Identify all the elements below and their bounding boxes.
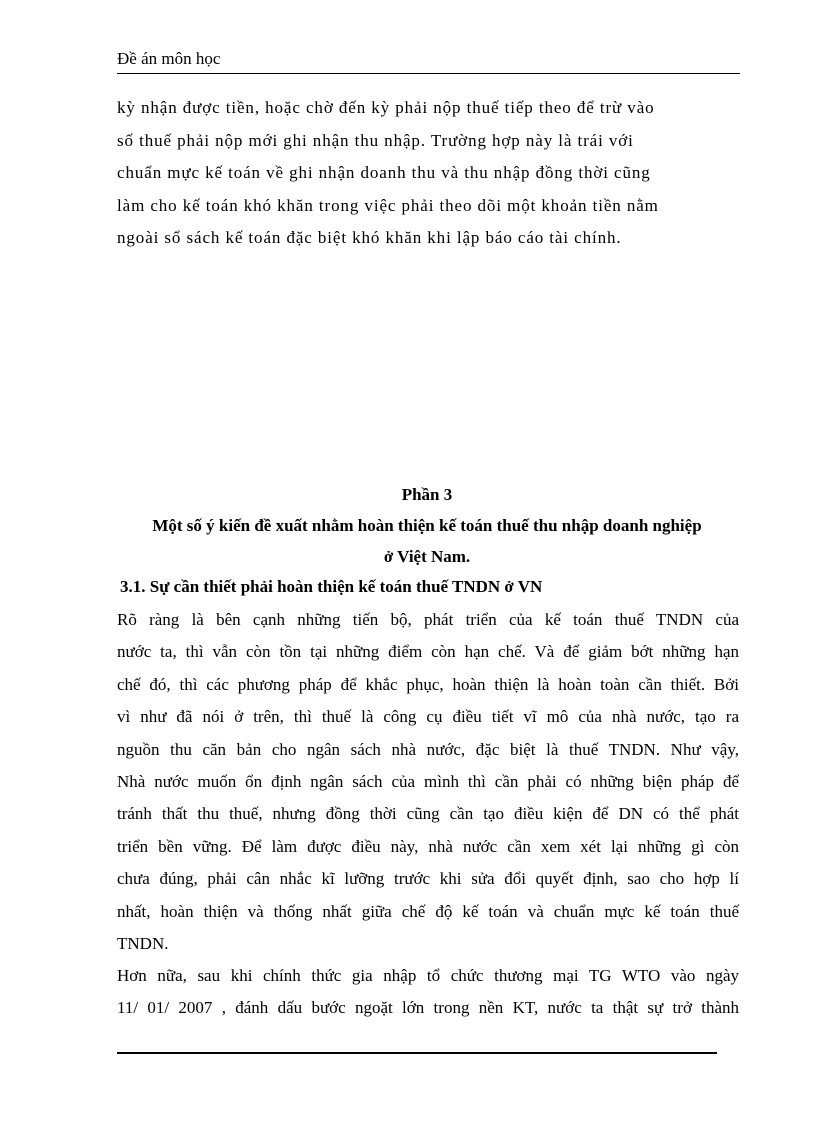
part-subtitle xyxy=(117,510,737,572)
part-subtitle-line: Một số ý kiến đề xuất nhằm hoàn thiện kế toán thuế thu nhập doanh nghiệp xyxy=(152,516,702,535)
text-line: nguồn thu căn bản cho ngân sách nhà nước, đặc biệt là thuế TNDN. Như vậy, xyxy=(117,739,739,759)
text-line: nước ta, thì vẫn còn tồn tại những điểm còn hạn chế. Và để giảm bớt những hạn xyxy=(117,642,739,662)
text-line: ngoài sổ sách kế toán đặc biệt khó khăn khi lập báo cáo tài chính. xyxy=(117,228,622,247)
footer-divider xyxy=(117,1052,717,1054)
text-line: Rõ ràng là bên cạnh những tiến bộ, phát triển của kế toán thuế TNDN của xyxy=(117,610,739,629)
text-line: số thuế phải nộp mới ghi nhận thu nhập. Trường hợp này là trái với xyxy=(117,130,634,150)
text-line: nhất, hoàn thiện và thống nhất giữa chế độ kế toán và chuẩn mực kế toán thuế xyxy=(117,901,739,921)
text-line: Hơn nữa, sau khi chính thức gia nhập tổ chức thương mại TG WTO vào ngày xyxy=(117,966,739,985)
text-line: chế đó, thì các phương pháp để khắc phục, hoàn thiện là hoàn toàn cần thiết. Bởi xyxy=(117,674,739,694)
text-line: triển bền vững. Để làm được điều này, nhà nước cần xem xét lại những gì còn xyxy=(117,836,739,856)
text-line: 11/ 01/ 2007 , đánh dấu bước ngoặt lớn trong nền KT, nước ta thật sự trở thành xyxy=(117,998,739,1018)
text-line: vì như đã nói ở trên, thì thuế là công cụ điều tiết vĩ mô của nhà nước, tạo ra xyxy=(117,707,739,727)
text-line: tránh thất thu thuế, nhưng đồng thời cũng cần tạo điều kiện để DN có thể phát xyxy=(117,804,739,824)
text-line: kỳ nhận được tiền, hoặc chờ đến kỳ phải nộp thuế tiếp theo để trừ vào xyxy=(117,98,655,117)
part-title: Phần 3 xyxy=(401,485,453,504)
body-paragraph xyxy=(117,960,739,1025)
text-line: TNDN. xyxy=(117,934,169,954)
intro-paragraph xyxy=(117,92,737,255)
section-heading: 3.1. Sự cần thiết phải hoàn thiện kế toán thuế TNDN ở VN xyxy=(120,577,543,596)
part-subtitle-line: ở Việt Nam. xyxy=(383,547,471,566)
text-line: chưa đúng, phải cân nhắc kĩ lưỡng trước khi sửa đổi quyết định, sao cho hợp lí xyxy=(117,869,739,889)
text-line: làm cho kế toán khó khăn trong việc phải theo dõi một khoản tiền nằm xyxy=(117,195,659,215)
text-line: Nhà nước muốn ổn định ngân sách của mình thì cần phải có những biện pháp để xyxy=(117,772,739,792)
body-paragraph xyxy=(117,604,739,960)
text-line: chuẩn mực kế toán về ghi nhận doanh thu và thu nhập đồng thời cũng xyxy=(117,163,651,182)
page-header xyxy=(117,48,740,74)
header-title: Đề án môn học xyxy=(117,49,221,68)
